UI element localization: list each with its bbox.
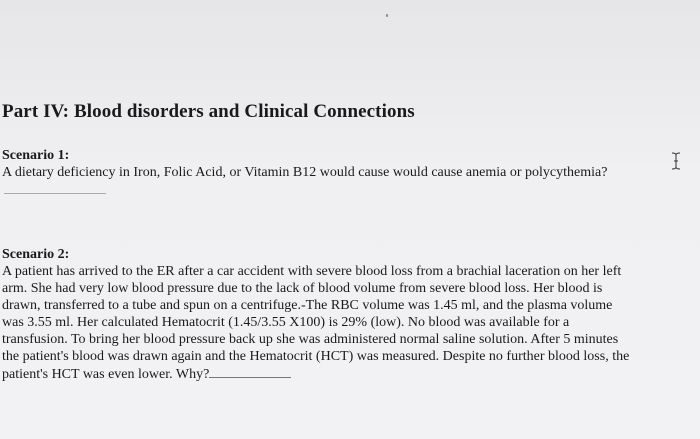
- text-cursor-icon: [671, 152, 681, 170]
- scenario-2-title: Scenario 2:: [2, 247, 70, 262]
- paper-speck: [386, 14, 388, 17]
- scenario-1-title: Scenario 1:: [2, 148, 70, 163]
- scenario-2-line: patient's HCT was even lower. Why?: [2, 367, 210, 382]
- scenario-2-line: arm. She had very low blood pressure due to the lack of blood volume from severe blood loss. Her blood is: [2, 281, 603, 296]
- scenario-2-answer-line[interactable]: [209, 365, 291, 378]
- scenario-2-line: the patient's blood was drawn again and the Hematocrit (HCT) was measured. Despite no further blood loss, the: [2, 349, 630, 364]
- scenario-2-line: drawn, transferred to a tube and spun on a centrifuge.-The RBC volume was 1.45 ml, and the plasma volume: [2, 298, 613, 313]
- scenario-2-line: A patient has arrived to the ER after a car accident with severe blood loss from a brachial laceration on her left: [2, 264, 622, 279]
- scenario-1-answer-line[interactable]: [4, 193, 106, 194]
- part-heading: Part IV: Blood disorders and Clinical Connections: [2, 101, 415, 122]
- scenario-2-line: transfusion. To bring her blood pressure back up she was administered normal saline solution. After 5 minutes: [2, 332, 619, 347]
- scenario-2-line: was 3.55 ml. Her calculated Hematocrit (1.45/3.55 X100) is 29% (low). No blood was available for a: [2, 315, 570, 330]
- scenario-1: [2, 147, 607, 181]
- scenario-2-last-line: [2, 365, 629, 383]
- scenario-2: [2, 246, 629, 383]
- scenario-1-question: A dietary deficiency in Iron, Folic Acid, or Vitamin B12 would cause would cause anemia or polycythemia?: [2, 165, 608, 180]
